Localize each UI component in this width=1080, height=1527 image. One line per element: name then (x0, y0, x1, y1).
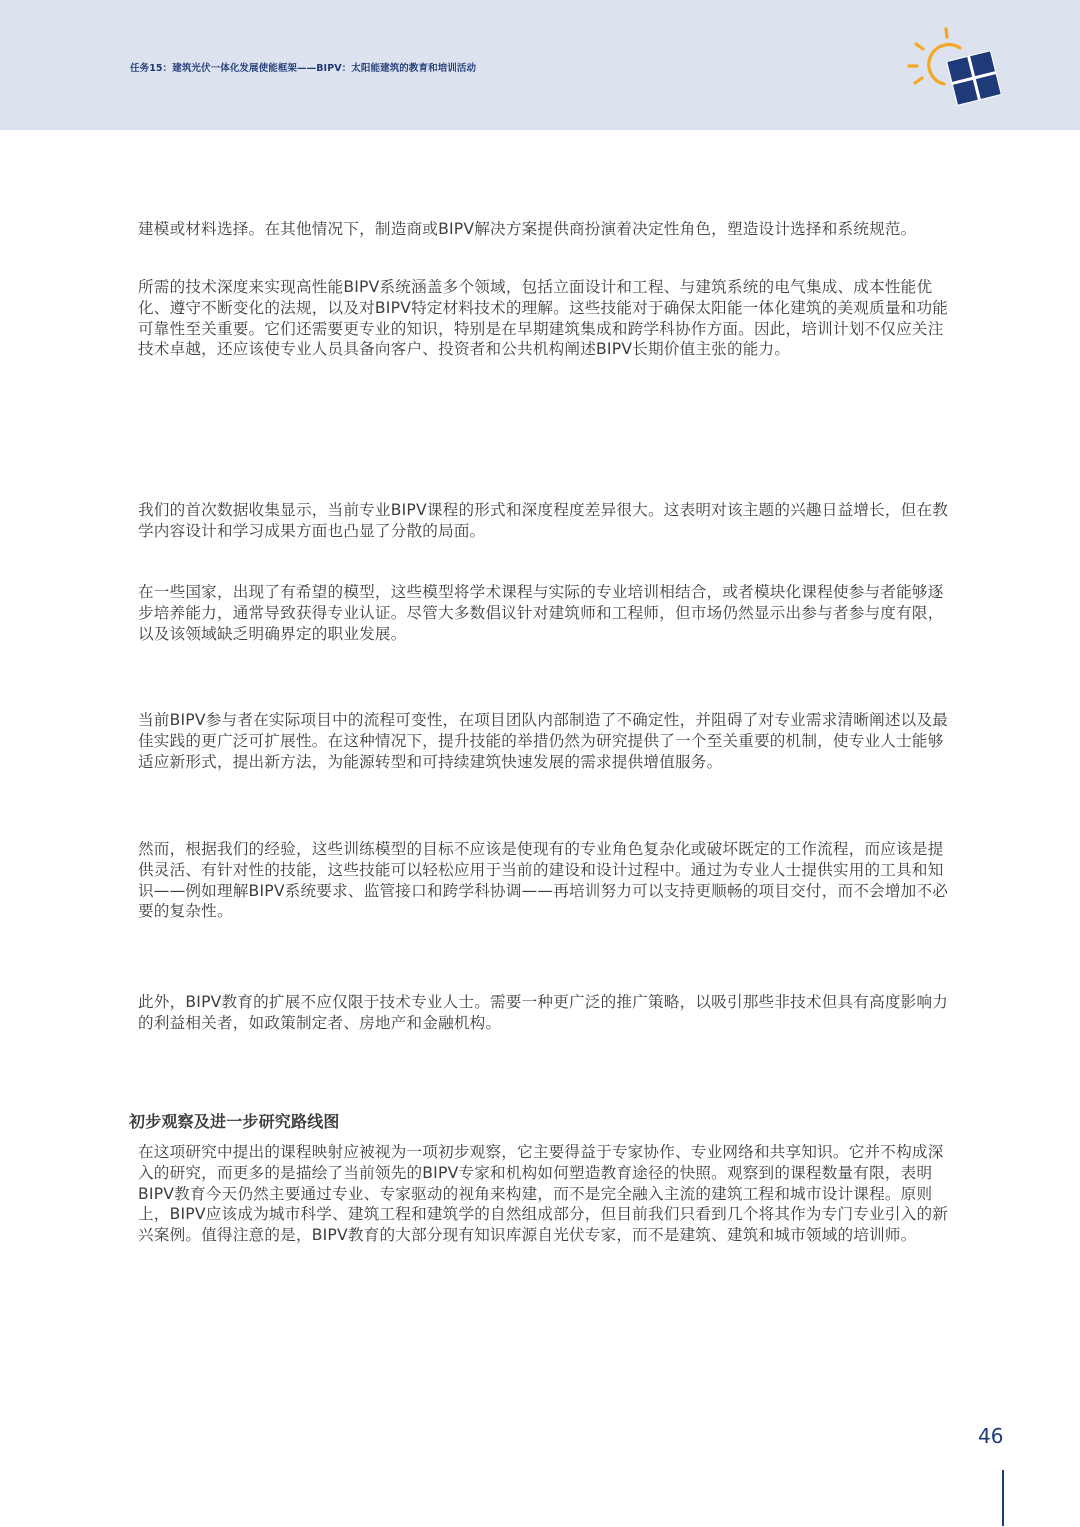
page-rule-divider (1002, 1470, 1004, 1526)
body-paragraph-1: 建模或材料选择。在其他情况下，制造商或BIPV解决方案提供商扮演着决定性角色，塑造设计选择和系统规范。 (138, 220, 917, 238)
page-number: 46 (978, 1424, 1004, 1448)
body-paragraph-3: 我们的首次数据收集显示，当前专业BIPV课程的形式和深度程度差异很大。这表明对该主题的兴趣日益增长，但在教学内容设计和学习成果方面也凸显了分散的局面。 (138, 501, 949, 540)
section-heading: 初步观察及进一步研究路线图 (129, 1112, 340, 1131)
body-paragraph-6: 然而，根据我们的经验，这些训练模型的目标不应该是使现有的专业角色复杂化或破坏既定的工作流程，而应该是提供灵活、有针对性的技能，这些技能可以轻松应用于当前的建设和设计过程中。通过为专业人士提供实用的工具和知识——例如理解BIPV系统要求、监管接口和跨学科协调——再培训努力可以支持更顺畅的项目交付，而不会增加不必要的复杂性。 (138, 840, 949, 921)
body-paragraph-2: 所需的技术深度来实现高性能BIPV系统涵盖多个领域，包括立面设计和工程、与建筑系统的电气集成、成本性能优化、遵守不断变化的法规，以及对BIPV特定材料技术的理解。这些技能对于确保太阳能一体化建筑的美观质量和功能可靠性至关重要。它们还需要更专业的知识，特别是在早期建筑集成和跨学科协作方面。因此，培训计划不仅应关注技术卓越，还应该使专业人员具备向客户、投资者和公共机构阐述BIPV长期价值主张的能力。 (138, 278, 949, 359)
body-paragraph-4: 在一些国家，出现了有希望的模型，这些模型将学术课程与实际的专业培训相结合，或者模块化课程使参与者能够逐步培养能力，通常导致获得专业认证。尽管大多数倡议针对建筑师和工程师，但市场仍然显示出参与者参与度有限，以及该领域缺乏明确界定的职业发展。 (138, 583, 944, 643)
header-band (0, 0, 1080, 130)
running-header-title: 任务15：建筑光伏一体化发展使能框架——BIPV：太阳能建筑的教育和培训活动 (130, 63, 477, 74)
body-paragraph-7: 此外，BIPV教育的扩展不应仅限于技术专业人士。需要一种更广泛的推广策略，以吸引那些非技术但具有高度影响力的利益相关者，如政策制定者、房地产和金融机构。 (138, 993, 949, 1032)
body-paragraph-5: 当前BIPV参与者在实际项目中的流程可变性，在项目团队内部制造了不确定性，并阻碍了对专业需求清晰阐述以及最佳实践的更广泛可扩展性。在这种情况下，提升技能的举措仍然为研究提供了一个至关重要的机制，使专业人士能够适应新形式，提出新方法，为能源转型和可持续建筑快速发展的需求提供增值服务。 (138, 711, 949, 771)
solar-building-logo-icon (906, 26, 1006, 110)
section-body-paragraph: 在这项研究中提出的课程映射应被视为一项初步观察，它主要得益于专家协作、专业网络和共享知识。它并不构成深入的研究，而更多的是描绘了当前领先的BIPV专家和机构如何塑造教育途径的快照。观察到的课程数量有限，表明BIPV教育今天仍然主要通过专业、专家驱动的视角来构建，而不是完全融入主流的建筑工程和城市设计课程。原则上，BIPV应该成为城市科学、建筑工程和建筑学的自然组成部分，但目前我们只看到几个将其作为专门专业引入的新兴案例。值得注意的是，BIPV教育的大部分现有知识库源自光伏专家，而不是建筑、建筑和城市领域的培训师。 (138, 1143, 949, 1245)
